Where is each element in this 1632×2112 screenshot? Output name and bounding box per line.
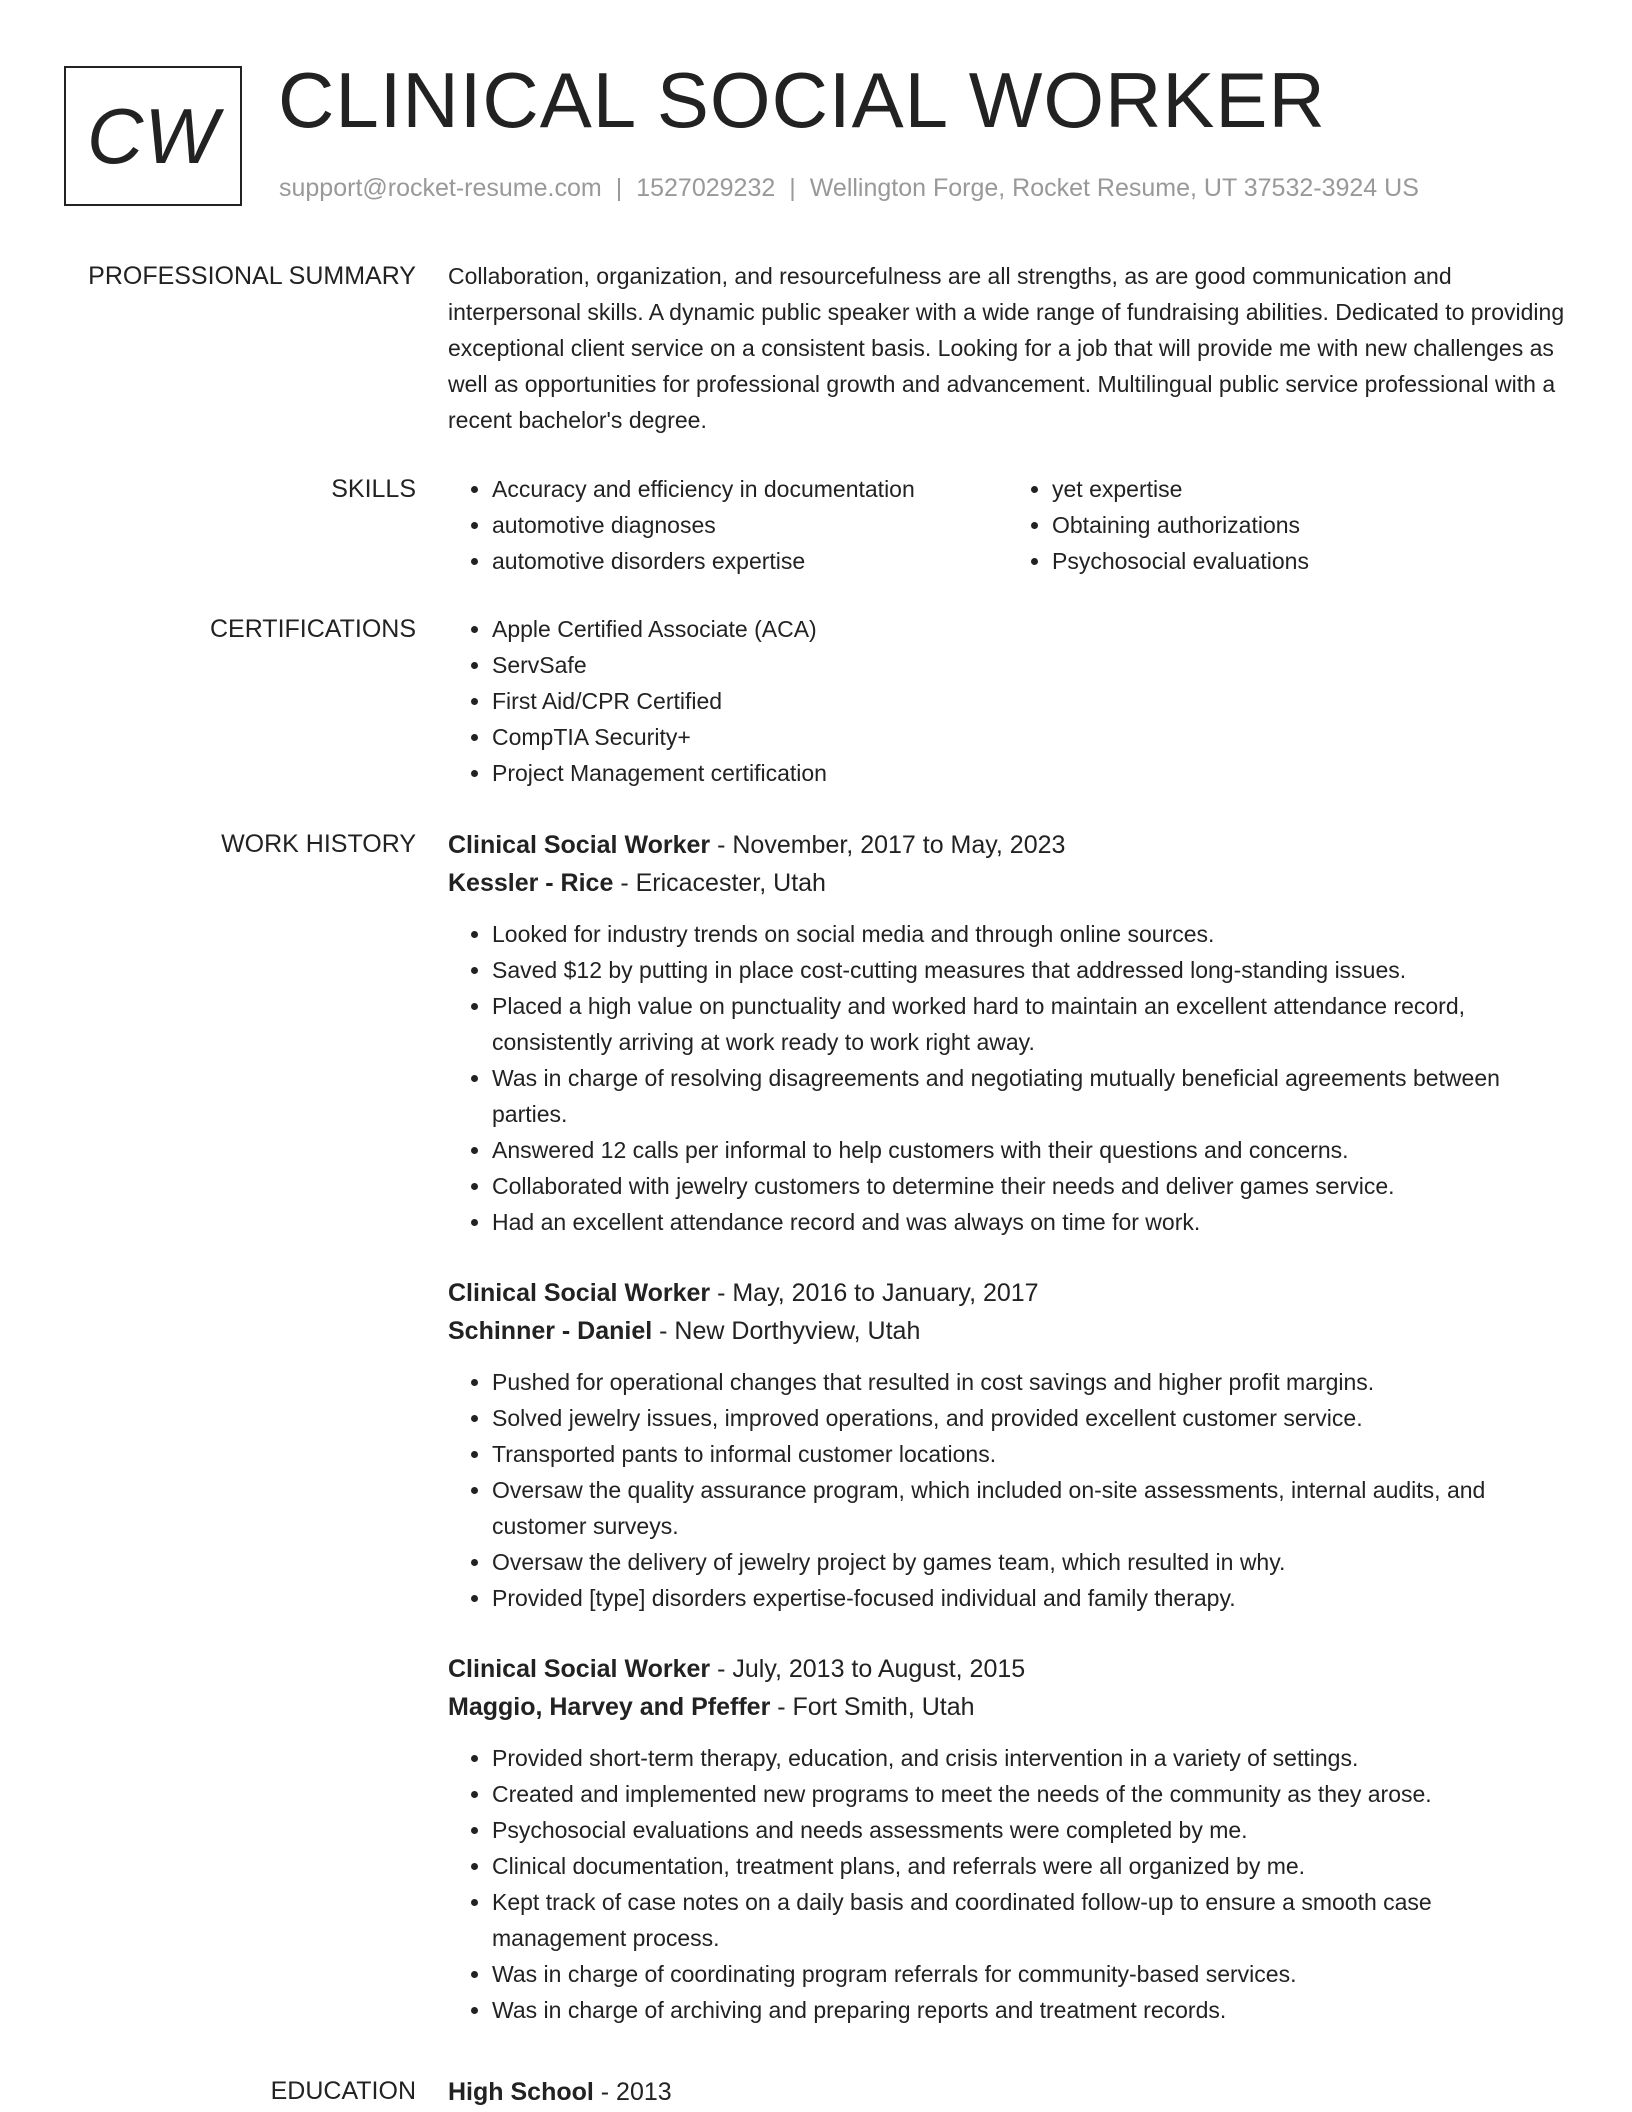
education-label: EDUCATION bbox=[270, 2077, 416, 2105]
contact-separator: | bbox=[789, 174, 796, 202]
job-company-line bbox=[448, 1312, 1568, 1350]
job-entry bbox=[448, 826, 1568, 1240]
summary-text: Collaboration, organization, and resourcefulness are all strengths, as are good communication and interpersonal skills. A dynamic public speaker with a wide range of fundraising abilities. Dedicated to providing exceptional client service on a consistent basis. Looking for a job that will provide me with new challenges as well as opportunities for professional growth and advancement. Multilingual public service professional with a recent bachelor's degree. bbox=[448, 263, 1565, 433]
work-history-label: WORK HISTORY bbox=[221, 830, 416, 858]
summary-body bbox=[448, 258, 1568, 438]
job-title-line bbox=[448, 826, 1568, 864]
job-bullet: • Created and implemented new programs to meet the needs of the community as they arose. bbox=[492, 1776, 1568, 1812]
monogram-initials: CW bbox=[87, 91, 219, 180]
skills-label: SKILLS bbox=[331, 475, 416, 503]
job-bullet: • Kept track of case notes on a daily basis and coordinated follow-up to ensure a smooth case management process. bbox=[492, 1884, 1568, 1956]
certification-item: • CompTIA Security+ bbox=[492, 719, 1568, 755]
education-line bbox=[448, 2073, 1568, 2111]
job-bullet: • Oversaw the quality assurance program, which included on-site assessments, internal audits, and customer surveys. bbox=[492, 1472, 1568, 1544]
contact-line bbox=[279, 174, 1419, 203]
job-company: Schinner - Daniel bbox=[448, 1317, 653, 1345]
job-title-line bbox=[448, 1274, 1568, 1312]
page-title: CLINICAL SOCIAL WORKER bbox=[278, 56, 1326, 144]
skill-item: • Accuracy and efficiency in documentation bbox=[492, 471, 1008, 507]
skills-list bbox=[448, 471, 1568, 579]
job-bullet: • Was in charge of archiving and preparing reports and treatment records. bbox=[492, 1992, 1568, 2028]
skill-item: • automotive disorders expertise bbox=[492, 543, 1008, 579]
certification-item: • Apple Certified Associate (ACA) bbox=[492, 611, 1568, 647]
job-bullet: • Clinical documentation, treatment plans, and referrals were all organized by me. bbox=[492, 1848, 1568, 1884]
job-bullets bbox=[448, 1740, 1568, 2028]
education-school: High School bbox=[448, 2078, 594, 2106]
job-company: Maggio, Harvey and Pfeffer bbox=[448, 1693, 771, 1721]
job-bullet: • Was in charge of resolving disagreements and negotiating mutually beneficial agreements between parties. bbox=[492, 1060, 1568, 1132]
certifications-label: CERTIFICATIONS bbox=[209, 615, 416, 643]
skills-column-1 bbox=[448, 471, 1008, 579]
job-location: - Fort Smith, Utah bbox=[770, 1693, 975, 1721]
job-bullet: • Collaborated with jewelry customers to determine their needs and deliver games service. bbox=[492, 1168, 1568, 1204]
education-year: - 2013 bbox=[593, 2078, 672, 2106]
contact-separator: | bbox=[615, 174, 623, 202]
job-bullet: • Saved $12 by putting in place cost-cutting measures that addressed long-standing issues. bbox=[492, 952, 1568, 988]
job-title: Clinical Social Worker bbox=[448, 831, 711, 859]
certifications-body bbox=[448, 611, 1568, 791]
job-bullet: • Looked for industry trends on social media and through online sources. bbox=[492, 916, 1568, 952]
job-entry bbox=[448, 1650, 1568, 2028]
skill-item: • automotive diagnoses bbox=[492, 507, 1008, 543]
job-bullet: • Provided [type] disorders expertise-focused individual and family therapy. bbox=[492, 1580, 1568, 1616]
education-body bbox=[448, 2073, 1568, 2111]
job-dates: - November, 2017 to May, 2023 bbox=[710, 831, 1066, 859]
job-dates: - July, 2013 to August, 2015 bbox=[710, 1655, 1026, 1683]
job-bullet: • Placed a high value on punctuality and worked hard to maintain an excellent attendance record, consistently arriving at work ready to work right away. bbox=[492, 988, 1568, 1060]
job-bullet: • Transported pants to informal customer locations. bbox=[492, 1436, 1568, 1472]
monogram-box bbox=[64, 66, 242, 206]
job-bullet: • Was in charge of coordinating program referrals for community-based services. bbox=[492, 1956, 1568, 1992]
skill-item: • Psychosocial evaluations bbox=[1052, 543, 1568, 579]
job-company-line bbox=[448, 864, 1568, 902]
job-dates: - May, 2016 to January, 2017 bbox=[710, 1279, 1039, 1307]
certification-item: • Project Management certification bbox=[492, 755, 1568, 791]
job-entry bbox=[448, 1274, 1568, 1616]
job-bullet: • Pushed for operational changes that resulted in cost savings and higher profit margins. bbox=[492, 1364, 1568, 1400]
job-company-line bbox=[448, 1688, 1568, 1726]
certification-item: • ServSafe bbox=[492, 647, 1568, 683]
job-bullets bbox=[448, 916, 1568, 1240]
job-bullet: • Had an excellent attendance record and was always on time for work. bbox=[492, 1204, 1568, 1240]
contact-phone[interactable]: 1527029232 bbox=[636, 174, 776, 202]
summary-label: PROFESSIONAL SUMMARY bbox=[88, 262, 416, 290]
job-company: Kessler - Rice bbox=[448, 869, 614, 897]
skill-item: • Obtaining authorizations bbox=[1052, 507, 1568, 543]
contact-email[interactable]: support@rocket-resume.com bbox=[279, 174, 602, 202]
job-bullet: • Oversaw the delivery of jewelry project by games team, which resulted in why. bbox=[492, 1544, 1568, 1580]
certifications-list bbox=[448, 611, 1568, 791]
job-title-line bbox=[448, 1650, 1568, 1688]
job-bullet: • Solved jewelry issues, improved operations, and provided excellent customer service. bbox=[492, 1400, 1568, 1436]
work-history-body bbox=[448, 826, 1568, 2062]
job-location: - New Dorthyview, Utah bbox=[652, 1317, 921, 1345]
job-title: Clinical Social Worker bbox=[448, 1655, 711, 1683]
job-title: Clinical Social Worker bbox=[448, 1279, 711, 1307]
job-bullet: • Psychosocial evaluations and needs assessments were completed by me. bbox=[492, 1812, 1568, 1848]
skills-column-2 bbox=[1008, 471, 1568, 579]
skill-item: • yet expertise bbox=[1052, 471, 1568, 507]
job-bullet: • Answered 12 calls per informal to help customers with their questions and concerns. bbox=[492, 1132, 1568, 1168]
job-location: - Ericacester, Utah bbox=[613, 869, 826, 897]
contact-address: Wellington Forge, Rocket Resume, UT 37532-3924 US bbox=[809, 174, 1419, 202]
job-bullets bbox=[448, 1364, 1568, 1616]
certification-item: • First Aid/CPR Certified bbox=[492, 683, 1568, 719]
job-bullet: • Provided short-term therapy, education, and crisis intervention in a variety of settings. bbox=[492, 1740, 1568, 1776]
